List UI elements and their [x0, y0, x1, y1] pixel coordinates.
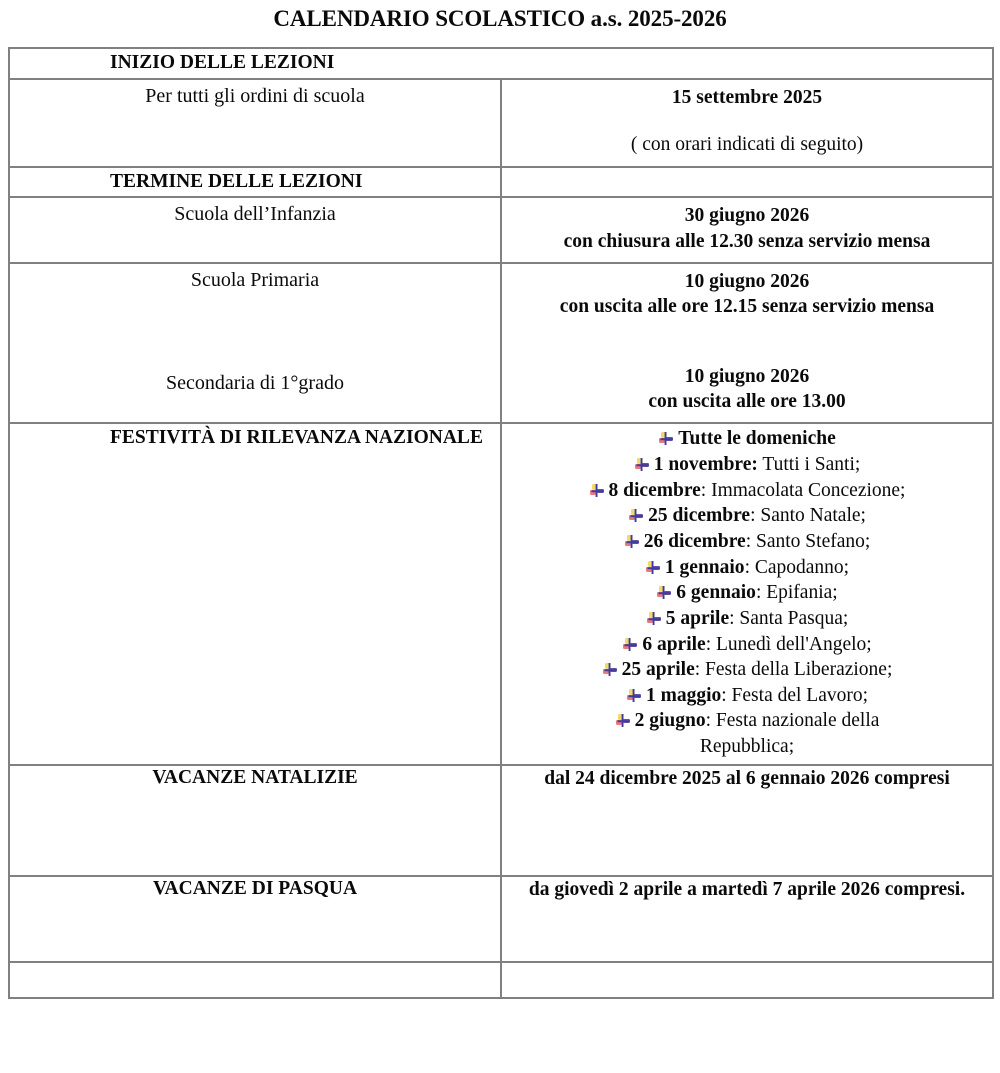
holiday-item	[506, 478, 988, 504]
table-row-festivita	[9, 423, 993, 764]
natalizie-label-wrap	[10, 766, 500, 790]
spacer	[16, 293, 494, 327]
spacer	[16, 361, 494, 371]
cell-natalizie-value	[501, 765, 993, 876]
pasqua-label-text: VACANZE DI PASQUA	[152, 877, 358, 899]
cell-festivita-list	[501, 423, 993, 764]
primaria-label-text: Scuola Primaria	[190, 269, 320, 292]
holiday-item	[506, 606, 988, 632]
secondaria-label-text: Secondaria di 1°grado	[166, 372, 344, 395]
page-title: CALENDARIO SCOLASTICO a.s. 2025-2026	[273, 6, 727, 31]
clover-bullet-icon	[658, 431, 673, 446]
holiday-text: Tutti i Santi;	[757, 454, 861, 476]
pasqua-value-text: da giovedì 2 aprile a martedì 7 aprile 2026 compresi.	[528, 878, 966, 900]
holiday-date: 2 giugno	[634, 710, 706, 732]
spacer	[510, 110, 984, 132]
cell-inizio-label	[9, 79, 501, 167]
spacer	[510, 320, 984, 354]
holiday-date: 25 aprile	[621, 659, 695, 681]
holiday-date: 1 novembre:	[653, 454, 758, 476]
holiday-item	[506, 683, 988, 709]
clover-bullet-icon	[602, 662, 617, 677]
holiday-item	[506, 426, 988, 452]
holiday-item	[506, 657, 988, 683]
cell-pasqua-value	[501, 876, 993, 962]
holiday-date: 5 aprile	[665, 607, 730, 629]
natalizie-label-text: VACANZE NATALIZIE	[152, 766, 358, 788]
holiday-text: : Festa del Lavoro;	[721, 684, 869, 706]
section-header-festivita: FESTIVITÀ DI RILEVANZA NAZIONALE	[9, 423, 501, 764]
pasqua-label-wrap	[10, 877, 500, 901]
table-row-inizio	[9, 79, 993, 167]
infanzia-label-text: Scuola dell’Infanzia	[174, 203, 336, 226]
natalizie-value-wrap	[502, 766, 992, 791]
cell-infanzia-value	[501, 197, 993, 263]
infanzia-note: con chiusura alle 12.30 senza servizio mensa	[563, 230, 931, 252]
cell-empty-left	[9, 962, 501, 998]
holiday-item	[506, 555, 988, 581]
holiday-date: 26 dicembre	[643, 530, 746, 552]
holiday-text: : Santa Pasqua;	[729, 607, 849, 629]
holiday-date: 6 aprile	[642, 633, 706, 655]
clover-bullet-icon	[656, 585, 671, 600]
clover-bullet-icon	[622, 637, 637, 652]
cell-pasqua-label	[9, 876, 501, 962]
table-row-empty-trailing	[9, 962, 993, 998]
cell-infanzia-label	[9, 197, 501, 263]
table-row-natalizie	[9, 765, 993, 876]
table-row-primaria-secondaria	[9, 263, 993, 423]
holiday-item	[506, 580, 988, 606]
primaria-note: con uscita alle ore 12.15 senza servizio mensa	[559, 296, 935, 318]
clover-bullet-icon	[615, 713, 630, 728]
holiday-item	[506, 503, 988, 529]
spacer	[510, 354, 984, 364]
pasqua-value-wrap	[502, 877, 992, 902]
holiday-text: : Santo Natale;	[750, 505, 866, 527]
holiday-item	[506, 632, 988, 658]
table-row-inizio-header	[9, 48, 993, 79]
infanzia-date: 30 giugno 2026	[684, 205, 810, 227]
holiday-date: 8 dicembre	[608, 479, 701, 501]
section-header-termine: TERMINE DELLE LEZIONI	[9, 167, 501, 198]
clover-bullet-icon	[589, 483, 604, 498]
clover-bullet-icon	[626, 688, 641, 703]
holiday-text: : Lunedì dell'Angelo;	[705, 633, 872, 655]
holiday-date: 6 gennaio	[676, 582, 756, 604]
holiday-date: 25 dicembre	[648, 505, 751, 527]
inizio-date: 15 settembre 2025	[671, 86, 823, 108]
holiday-text: : Festa nazionale della	[705, 710, 880, 732]
table-row-pasqua	[9, 876, 993, 962]
holiday-date: 1 maggio	[645, 684, 722, 706]
clover-bullet-icon	[645, 560, 660, 575]
holiday-text: : Epifania;	[755, 582, 838, 604]
holiday-text: : Capodanno;	[744, 556, 850, 578]
school-calendar-table	[8, 47, 994, 999]
natalizie-value-text: dal 24 dicembre 2025 al 6 gennaio 2026 compresi	[544, 767, 950, 789]
spacer	[16, 327, 494, 361]
holiday-item	[506, 708, 988, 759]
holiday-text: : Immacolata Concezione;	[700, 479, 906, 501]
cell-primaria-secondaria-value	[501, 263, 993, 423]
inizio-label-text: Per tutti gli ordini di scuola	[145, 84, 365, 107]
section-header-termine-right	[501, 167, 993, 198]
holiday-text: : Santo Stefano;	[745, 530, 871, 552]
holiday-text-cont: Repubblica;	[699, 736, 795, 758]
cell-empty-right	[501, 962, 993, 998]
clover-bullet-icon	[646, 611, 661, 626]
cell-primaria-secondaria-label	[9, 263, 501, 423]
clover-bullet-icon	[624, 534, 639, 549]
inizio-note: ( con orari indicati di seguito)	[630, 134, 864, 156]
holiday-text: : Festa della Liberazione;	[694, 659, 893, 681]
holiday-date: 1 gennaio	[664, 556, 745, 578]
holiday-date: Tutte le domeniche	[678, 428, 836, 450]
cell-inizio-value	[501, 79, 993, 167]
table-row-infanzia	[9, 197, 993, 263]
clover-bullet-icon	[628, 508, 643, 523]
holiday-item	[506, 529, 988, 555]
table-row-termine-header	[9, 167, 993, 198]
section-header-inizio: INIZIO DELLE LEZIONI	[9, 48, 993, 79]
primaria-date: 10 giugno 2026	[684, 271, 810, 293]
secondaria-date: 10 giugno 2026	[684, 365, 810, 387]
clover-bullet-icon	[634, 457, 649, 472]
secondaria-note: con uscita alle ore 13.00	[648, 391, 846, 413]
cell-natalizie-label	[9, 765, 501, 876]
holiday-item	[506, 452, 988, 478]
holiday-list	[502, 424, 992, 763]
